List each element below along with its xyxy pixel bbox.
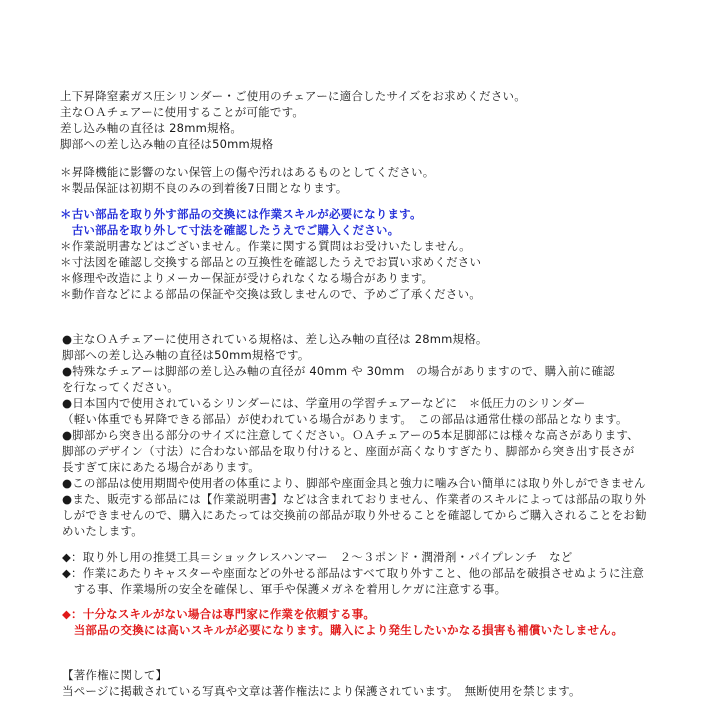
detail-line: ●特殊なチェアーは脚部の差し込み軸の直径が 40mm や 30mm の場合がありますので、購入前に確認 (62, 364, 615, 378)
detail-line: ●また、販売する部品には【作業説明書】などは含まれておりません、作業者のスキルによっては部品の取り外 (62, 492, 647, 506)
note-line: ＊寸法図を確認し交換する部品との互換性を確認したうえでお買い求めください (60, 255, 482, 269)
intro-line: 差し込み軸の直径は 28mm規格。 (60, 121, 243, 135)
detail-line: を行なってください。 (62, 380, 179, 394)
intro-line: 主なＯＡチェアーに使用することが可能です。 (60, 105, 305, 119)
warning-line: ◆：十分なスキルがない場合は専門家に作業を依頼する事。 (62, 607, 376, 621)
note-line: ＊動作音などによる部品の保証や交換は致しませんので、予めご了承ください。 (60, 287, 481, 301)
detail-line: 長すぎて床にあたる場合があります。 (62, 460, 260, 474)
detail-line: めいたします。 (62, 524, 143, 538)
detail-line: しができませんので、購入にあたっては交換前の部品が取り外せることを確認してからご購入されることをお勧 (62, 508, 647, 522)
detail-line: （軽い体重でも昇降できる部品）が使われている場合があります。 この部品は通常仕様の部品となります。 (62, 412, 628, 426)
intro-line: 上下昇降窒素ガス圧シリンダー・ご使用のチェアーに適合したサイズをお求めください。 (60, 89, 526, 103)
detail-line: ●脚部から突き出る部分のサイズに注意してください。ＯＡチェアーの5本足脚部には様々な高さがあります、 (62, 428, 639, 442)
copyright-text: 当ページに掲載されている写真や文章は著作権法により保護されています。 無断使用を禁じます。 (62, 684, 581, 698)
copyright-heading: 【著作権に関して】 (62, 668, 168, 682)
note-line: ＊製品保証は初期不良のみの到着後7日間となります。 (60, 181, 348, 195)
blue-notice-line: ＊古い部品を取り外す部品の交換には作業スキルが必要になります。 (60, 207, 422, 221)
detail-line: ●日本国内で使用されているシリンダーには、学童用の学習チェアーなどに ＊低圧力のシリンダー (62, 396, 586, 410)
detail-line: ●主なＯＡチェアーに使用されている規格は、差し込み軸の直径は 28mm規格。 (62, 332, 488, 346)
tools-line: ◆：作業にあたりキャスターや座面などの外せる部品はすべて取り外すこと、他の部品を破損させぬように注意 (62, 566, 645, 580)
note-line: ＊修理や改造によりメーカー保証が受けられなくなる場合があります。 (60, 271, 434, 285)
tools-line: する事、作業場所の安全を確保し、軍手や保護メガネを着用しケガに注意する事。 (62, 582, 507, 596)
tools-line: ◆：取り外し用の推奨工具＝ショックレスハンマー ２～３ポンド・潤滑剤・パイプレンチ など (62, 550, 573, 564)
detail-line: 脚部への差し込み軸の直径は50mm規格です。 (62, 348, 310, 362)
warning-line: 当部品の交換には高いスキルが必要になります。購入により発生したいかなる損害も補償いたしません。 (62, 623, 624, 637)
note-line: ＊作業説明書などはございません。作業に関する質問はお受けいたしません。 (60, 239, 471, 253)
detail-line: ●この部品は使用期間や使用者の体重により、脚部や座面金具と強力に噛み合い簡単には取り外しができません (62, 476, 646, 490)
intro-line: 脚部への差し込み軸の直径は50mm規格 (60, 137, 274, 151)
detail-line: 脚部のデザイン（寸法）に合わない部品を取り付けると、座面が高くなりすぎたり、脚部から突き出す長さが (62, 444, 635, 458)
blue-notice-line: 古い部品を取り外して寸法を確認したうえでご購入ください。 (60, 223, 400, 237)
note-line: ＊昇降機能に影響のない保管上の傷や汚れはあるものとしてください。 (60, 165, 435, 179)
